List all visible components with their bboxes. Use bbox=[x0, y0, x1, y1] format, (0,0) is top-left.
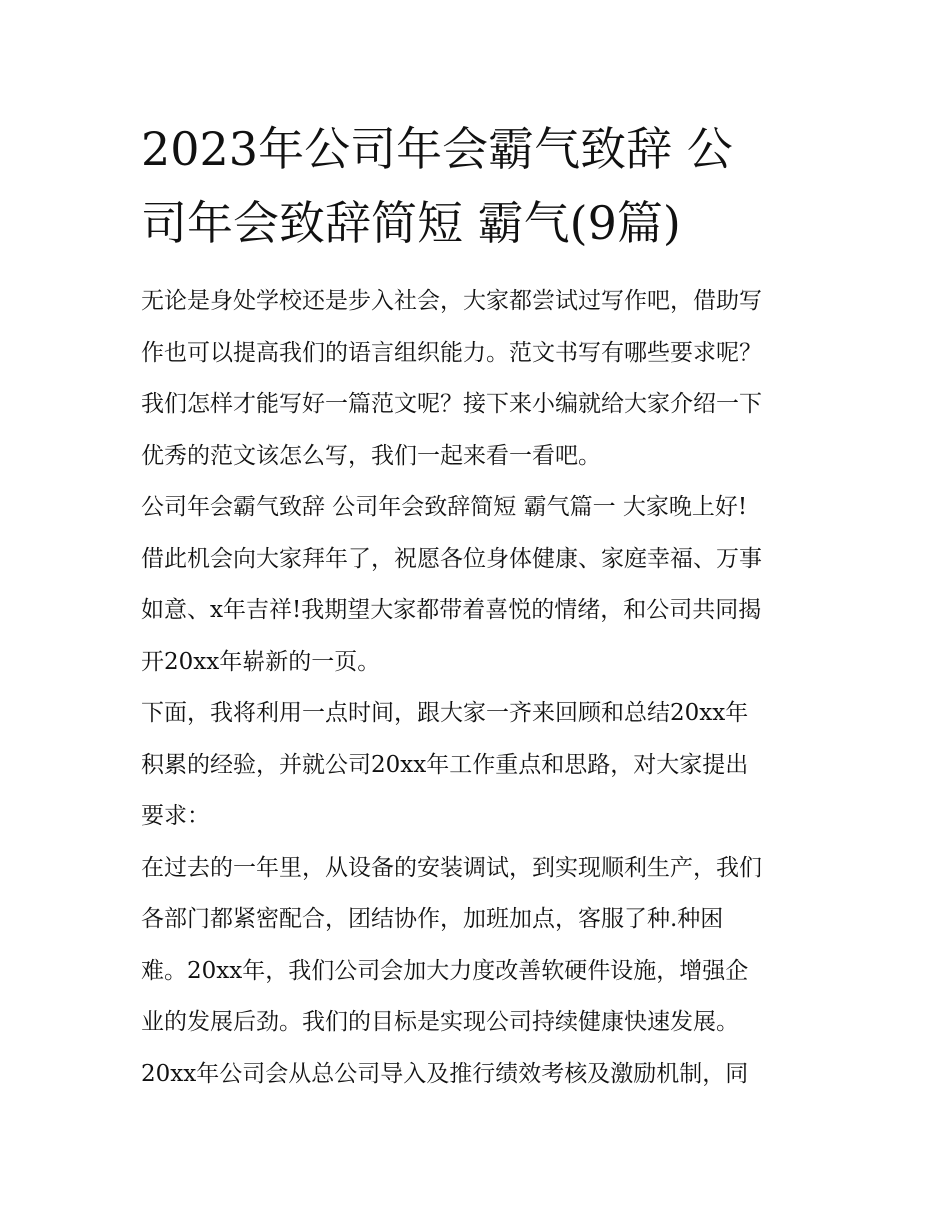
body-line-9: 下面，我将利用一点时间，跟大家一齐来回顾和总结20xx年 bbox=[141, 700, 749, 726]
body-line-10: 积累的经验，并就公司20xx年工作重点和思路，对大家提出 bbox=[141, 751, 749, 778]
body-line-14: 难。20xx年，我们公司会加大力度改善软硬件设施，增强企 bbox=[141, 957, 749, 984]
body-line-3: 我们怎样才能写好一篇范文呢？接下来小编就给大家介绍一下 bbox=[141, 391, 762, 417]
title-line-1: 2023年公司年会霸气致辞 公 bbox=[141, 122, 733, 176]
body-line-6: 借此机会向大家拜年了，祝愿各位身体健康、家庭幸福、万事 bbox=[141, 545, 762, 572]
body-line-15: 业的发展后劲。我们的目标是实现公司持续健康快速发展。 bbox=[141, 1009, 739, 1035]
body-line-4: 优秀的范文该怎么写，我们一起来看一看吧。 bbox=[141, 442, 601, 469]
body-line-2: 作也可以提高我们的语言组织能力。范文书写有哪些要求呢？ bbox=[141, 339, 762, 366]
body-line-11: 要求： bbox=[141, 803, 210, 829]
body-line-8: 开20xx年崭新的一页。 bbox=[141, 648, 381, 675]
body-line-5: 公司年会霸气致辞 公司年会致辞简短 霸气篇一 大家晚上好! bbox=[141, 494, 748, 520]
body-line-1: 无论是身处学校还是步入社会，大家都尝试过写作吧，借助写 bbox=[141, 288, 762, 314]
title-line-2: 司年会致辞简短 霸气(9篇) bbox=[141, 196, 681, 250]
body-line-12: 在过去的一年里，从设备的安装调试，到实现顺利生产，我们 bbox=[141, 854, 762, 881]
body-line-7: 如意、x年吉祥!我期望大家都带着喜悦的情绪，和公司共同揭 bbox=[141, 597, 762, 623]
body-line-16: 20xx年公司会从总公司导入及推行绩效考核及激励机制，同 bbox=[141, 1060, 749, 1087]
document-title bbox=[141, 112, 821, 260]
body-line-13: 各部门都紧密配合，团结协作，加班加点，客服了种.种困 bbox=[141, 906, 724, 932]
document-body bbox=[141, 281, 813, 1105]
